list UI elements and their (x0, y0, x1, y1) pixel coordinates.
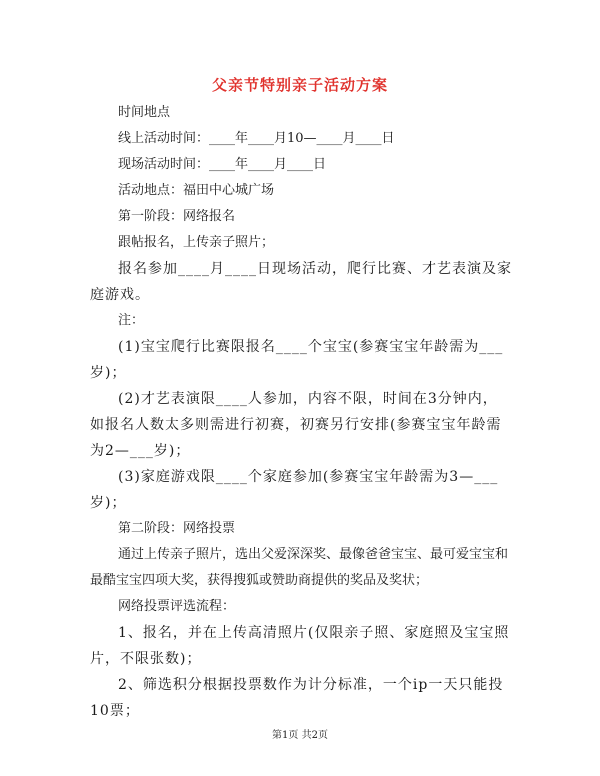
page-number: 第1页 共2页 (272, 730, 328, 741)
paragraph-stage-one: 第一阶段：网络报名 (118, 209, 236, 224)
paragraph-time-location: 时间地点 (118, 105, 171, 120)
paragraph-note-1: (1)宝宝爬行比赛限报名____个宝宝(参赛宝宝年龄需为___岁)； (90, 339, 504, 381)
paragraph-stage-two: 第二阶段：网络投票 (118, 521, 236, 536)
paragraph-location: 活动地点：福田中心城广场 (118, 183, 275, 198)
paragraph-note-3: (3)家庭游戏限____个家庭参加(参赛宝宝年龄需为3—___岁)； (90, 469, 499, 511)
document-title: 父亲节特别亲子活动方案 (211, 76, 388, 94)
paragraph-voting-awards: 通过上传亲子照片，选出父爱深深奖、最像爸爸宝宝、最可爱宝宝和最酷宝宝四项大奖，获得搜狐或赞助商提供的奖品及奖状； (90, 547, 509, 588)
document-body (90, 100, 512, 724)
paragraph-signup: 跟帖报名，上传亲子照片； (118, 235, 275, 250)
paragraph-note: 注： (118, 313, 145, 328)
paragraph-onsite-activity: 报名参加____月____日现场活动，爬行比赛、才艺表演及家庭游戏。 (90, 261, 512, 303)
paragraph-online-time: 线上活动时间：____年____月10—____月____日 (118, 131, 395, 146)
paragraph-voting-process: 网络投票评选流程： (118, 599, 236, 614)
paragraph-step-2: 2、筛选积分根据投票数作为计分标准，一个ip一天只能投10票； (90, 677, 504, 719)
paragraph-step-1: 1、报名，并在上传高清照片(仅限亲子照、家庭照及宝宝照片，不限张数)； (90, 625, 510, 667)
paragraph-onsite-time: 现场活动时间：____年____月____日 (118, 157, 327, 172)
paragraph-note-2: (2)才艺表演限____人参加，内容不限，时间在3分钟内，如报名人数太多则需进行初赛，初赛另行安排(参赛宝宝年龄需为2—___岁)； (90, 391, 502, 459)
